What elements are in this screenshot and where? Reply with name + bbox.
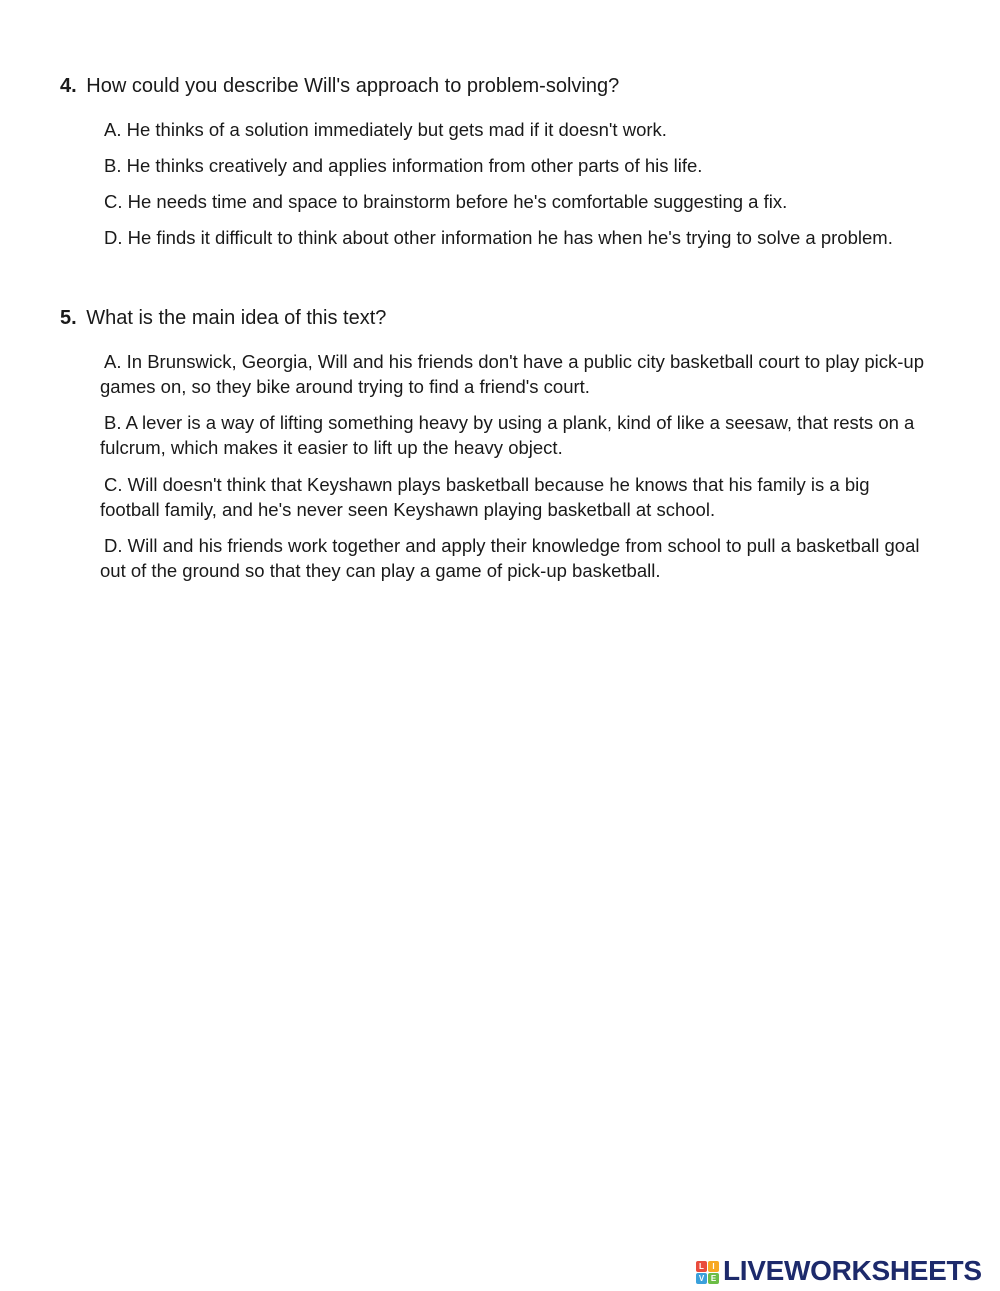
logo-text: LIVEWORKSHEETS [723, 1255, 982, 1286]
answer-option-4c[interactable]: C. He needs time and space to brainstorm before he's comfortable suggesting a fix. [104, 191, 788, 212]
logo-block: V [696, 1273, 707, 1284]
question-4 [60, 74, 940, 98]
logo-block: I [708, 1261, 719, 1272]
question-number: 5. [60, 307, 77, 329]
answer-option-5a[interactable]: A. In Brunswick, Georgia, Will and his friends don't have a public city basketball court to play pick-up games on, so they bike around trying to find a friend's court. [100, 351, 924, 397]
answer-option-5c[interactable]: C. Will doesn't think that Keyshawn plays basketball because he knows that his family is a big football family, and he's never seen Keyshawn playing basketball at school. [100, 474, 870, 520]
logo-block: E [708, 1273, 719, 1284]
question-text: What is the main idea of this text? [86, 307, 387, 329]
answer-option-5b[interactable]: B. A lever is a way of lifting something heavy by using a plank, kind of like a seesaw, that rests on a fulcrum, which makes it easier to lift up the heavy object. [100, 412, 915, 458]
logo-blocks-icon [696, 1261, 719, 1284]
answer-option-4a[interactable]: A. He thinks of a solution immediately but gets mad if it doesn't work. [104, 119, 667, 140]
logo-block: L [696, 1261, 707, 1272]
answer-option-4d[interactable]: D. He finds it difficult to think about other information he has when he's trying to solve a problem. [104, 227, 893, 248]
liveworksheets-logo [696, 1254, 982, 1288]
question-5 [60, 306, 940, 330]
answer-option-4b[interactable]: B. He thinks creatively and applies information from other parts of his life. [104, 155, 703, 176]
question-number: 4. [60, 75, 77, 97]
question-text: How could you describe Will's approach to problem-solving? [86, 75, 620, 97]
answer-option-5d[interactable]: D. Will and his friends work together and apply their knowledge from school to pull a basketball goal out of the ground so that they can play a game of pick-up basketball. [100, 535, 920, 581]
